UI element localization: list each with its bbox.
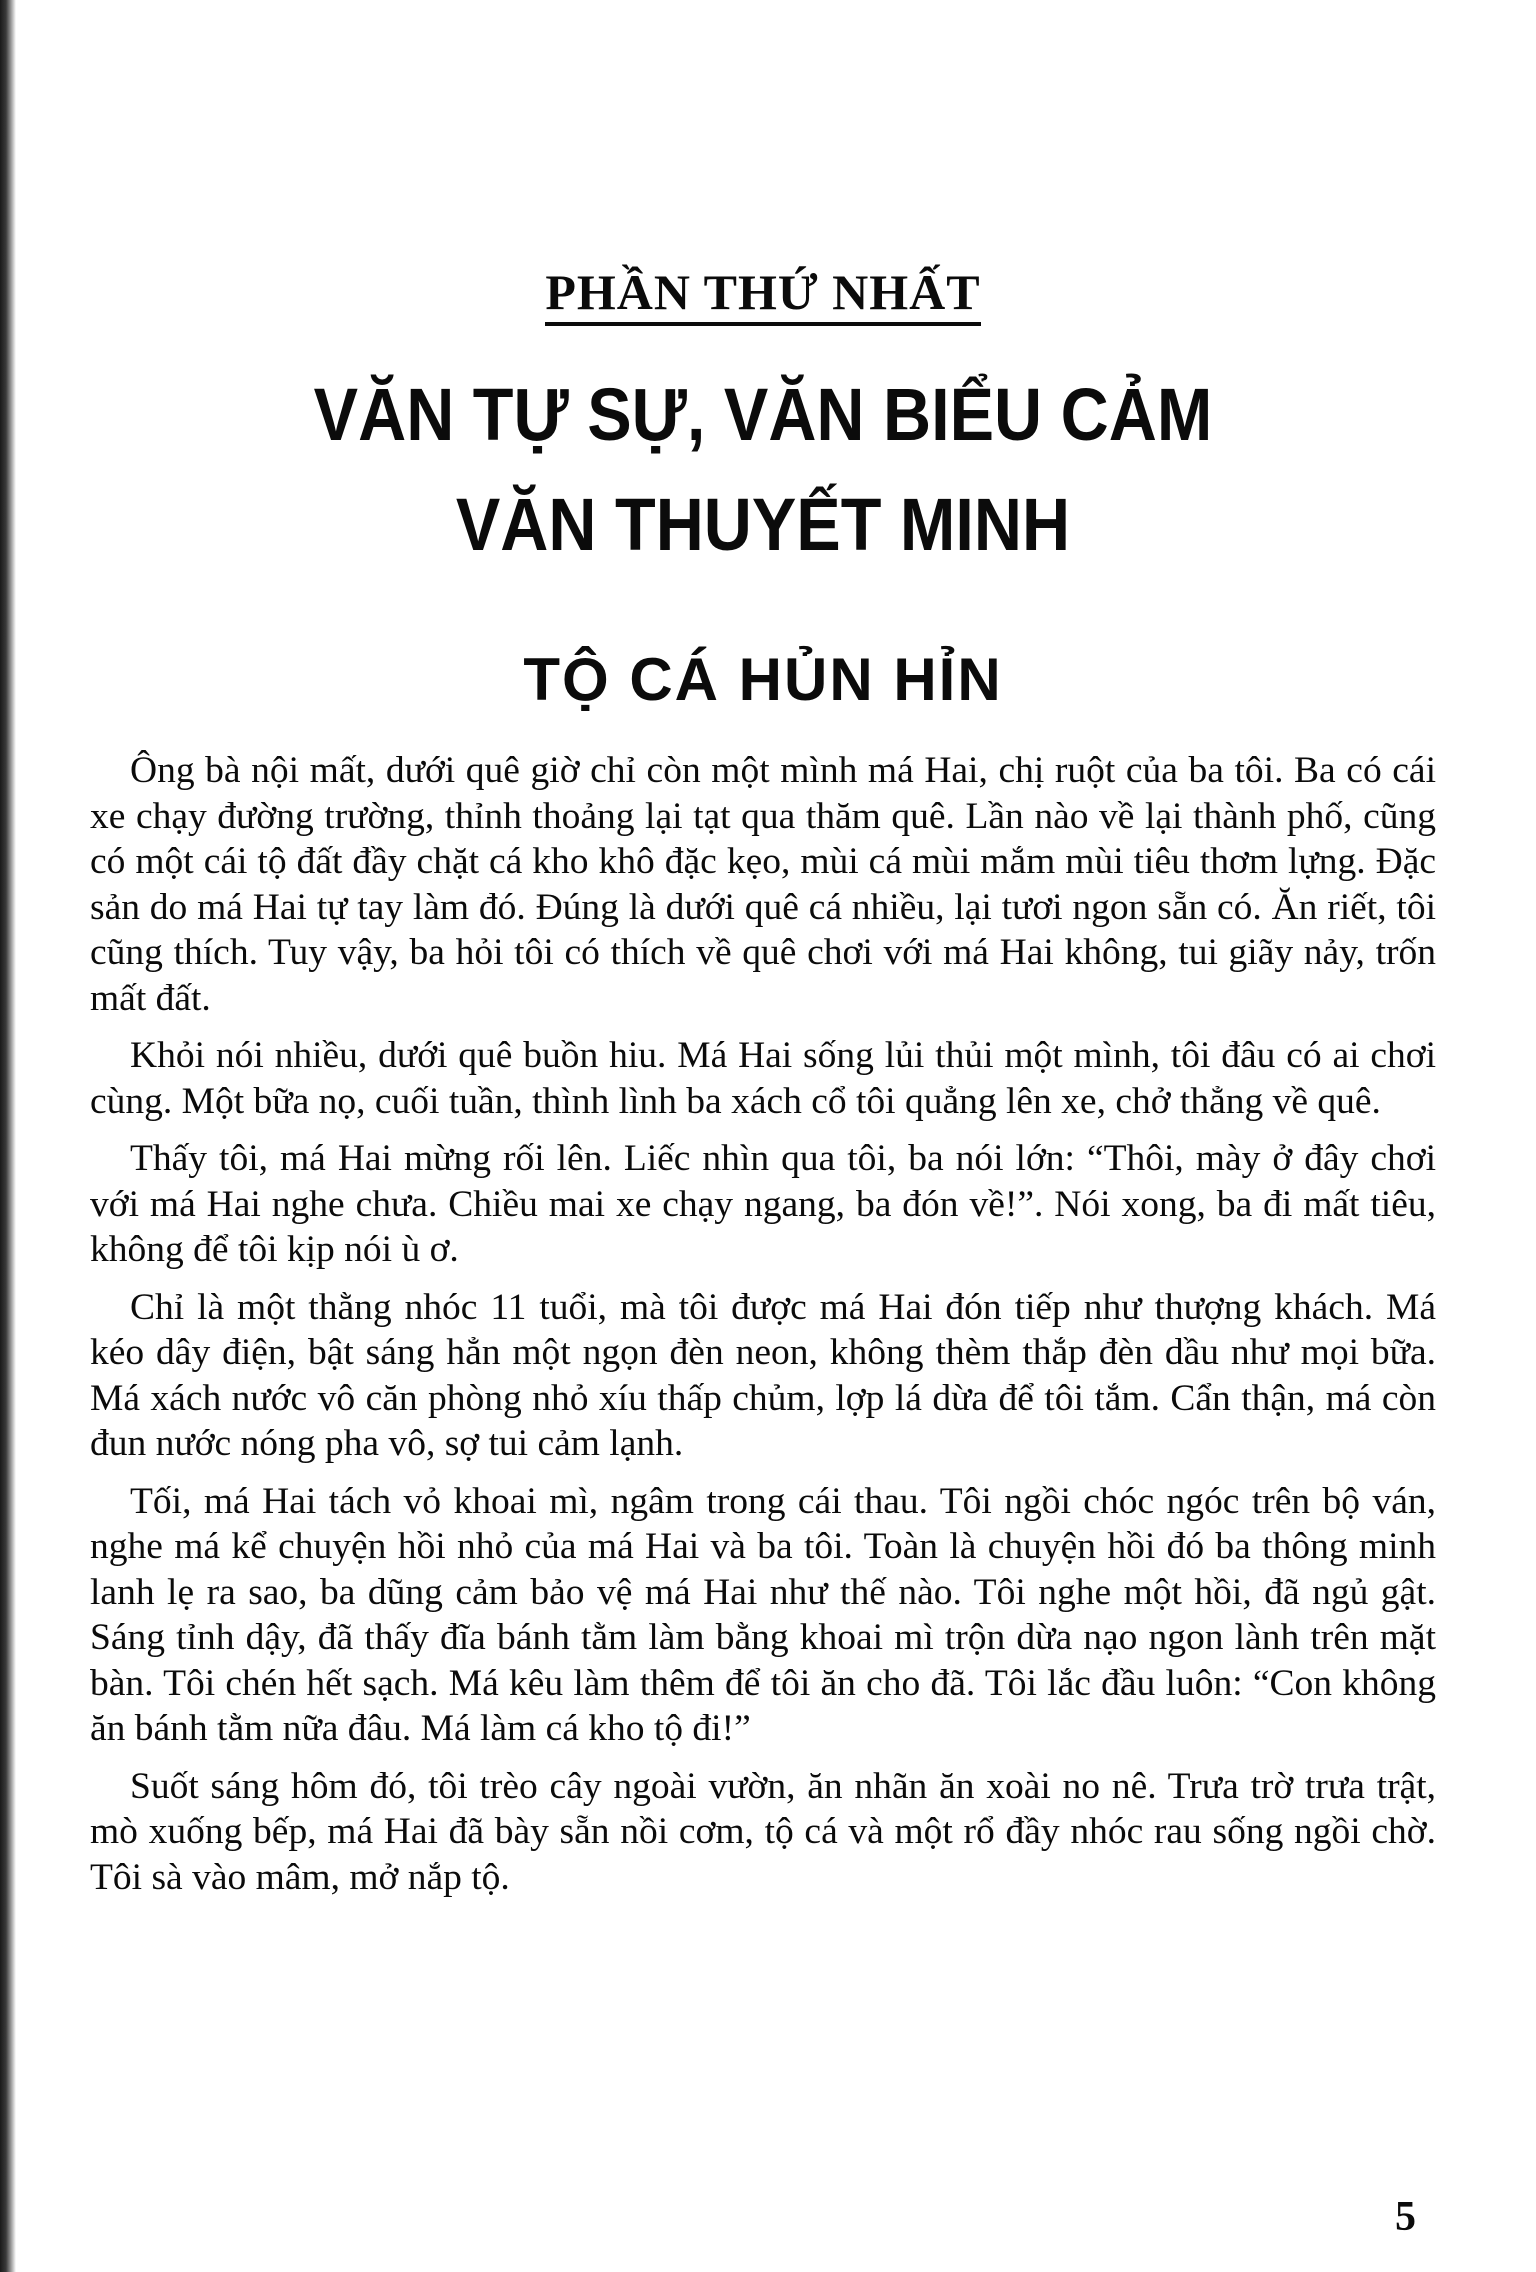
- scan-edge: [0, 0, 16, 2272]
- paragraph: Tối, má Hai tách vỏ khoai mì, ngâm trong cái thau. Tôi ngồi chóc ngóc trên bộ ván, nghe má kể chuyện hồi nhỏ của má Hai và ba tôi. Toàn là chuyện hồi đó ba thông minh lanh lẹ ra sao, ba dũng cảm bảo vệ má Hai như thế nào. Tôi nghe một hồi, đã ngủ gật. Sáng tỉnh dậy, đã thấy đĩa bánh tằm làm bằng khoai mì trộn dừa nạo ngon lành trên mặt bàn. Tôi chén hết sạch. Má kêu làm thêm để tôi ăn cho đã. Tôi lắc đầu luôn: “Con không ăn bánh tằm nữa đâu. Má làm cá kho tộ đi!”: [90, 1480, 1436, 1749]
- paragraph: Chỉ là một thằng nhóc 11 tuổi, mà tôi được má Hai đón tiếp như thượng khách. Má kéo dây điện, bật sáng hẳn một ngọn đèn neon, không thèm thắp đèn dầu như mọi bữa. Má xách nước vô căn phòng nhỏ xíu thấp chủm, lợp lá dừa để tôi tắm. Cẩn thận, má còn đun nước nóng pha vô, sợ tui cảm lạnh.: [90, 1286, 1436, 1464]
- story-body: [90, 748, 1436, 1912]
- part-title-line-1: VĂN TỰ SỰ, VĂN BIỂU CẢM: [313, 373, 1213, 456]
- page-number: 5: [1395, 2194, 1416, 2240]
- part-label-text: PHẦN THỨ NHẤT: [545, 264, 980, 326]
- book-page: [90, 0, 1436, 2272]
- part-title-line-2: VĂN THUYẾT MINH: [455, 483, 1071, 566]
- paragraph: Thấy tôi, má Hai mừng rối lên. Liếc nhìn qua tôi, ba nói lớn: “Thôi, mày ở đây chơi với má Hai nghe chưa. Chiều mai xe chạy ngang, ba đón về!”. Nói xong, ba đi mất tiêu, không để tôi kịp nói ù ơ.: [90, 1138, 1436, 1270]
- paragraph: Ông bà nội mất, dưới quê giờ chỉ còn một mình má Hai, chị ruột của ba tôi. Ba có cái xe chạy đường trường, thỉnh thoảng lại tạt qua thăm quê. Lần nào về lại thành phố, cũng có một cái tộ đất đầy chặt cá kho khô đặc kẹo, mùi cá mùi mắm mùi tiêu thơm lựng. Đặc sản do má Hai tự tay làm đó. Đúng là dưới quê cá nhiều, lại tươi ngon sẵn có. Ăn riết, tôi cũng thích. Tuy vậy, ba hỏi tôi có thích về quê chơi với má Hai không, tui giãy nảy, trốn mất đất.: [90, 750, 1436, 1019]
- paragraph: Khỏi nói nhiều, dưới quê buồn hiu. Má Hai sống lủi thủi một mình, tôi đâu có ai chơi cùng. Một bữa nọ, cuối tuần, thình lình ba xách cổ tôi quẳng lên xe, chở thẳng về quê.: [90, 1035, 1436, 1122]
- story-title: TỘ CÁ HỦN HỈN: [523, 646, 1003, 713]
- paragraph: Suốt sáng hôm đó, tôi trèo cây ngoài vườn, ăn nhãn ăn xoài no nê. Trưa trờ trưa trật, mò xuống bếp, má Hai đã bày sẵn nồi cơm, tộ cá và một rổ đầy nhóc rau sống ngồi chờ. Tôi sà vào mâm, mở nắp tộ.: [90, 1765, 1436, 1898]
- part-label: [90, 262, 1436, 322]
- part-title: [157, 360, 1368, 580]
